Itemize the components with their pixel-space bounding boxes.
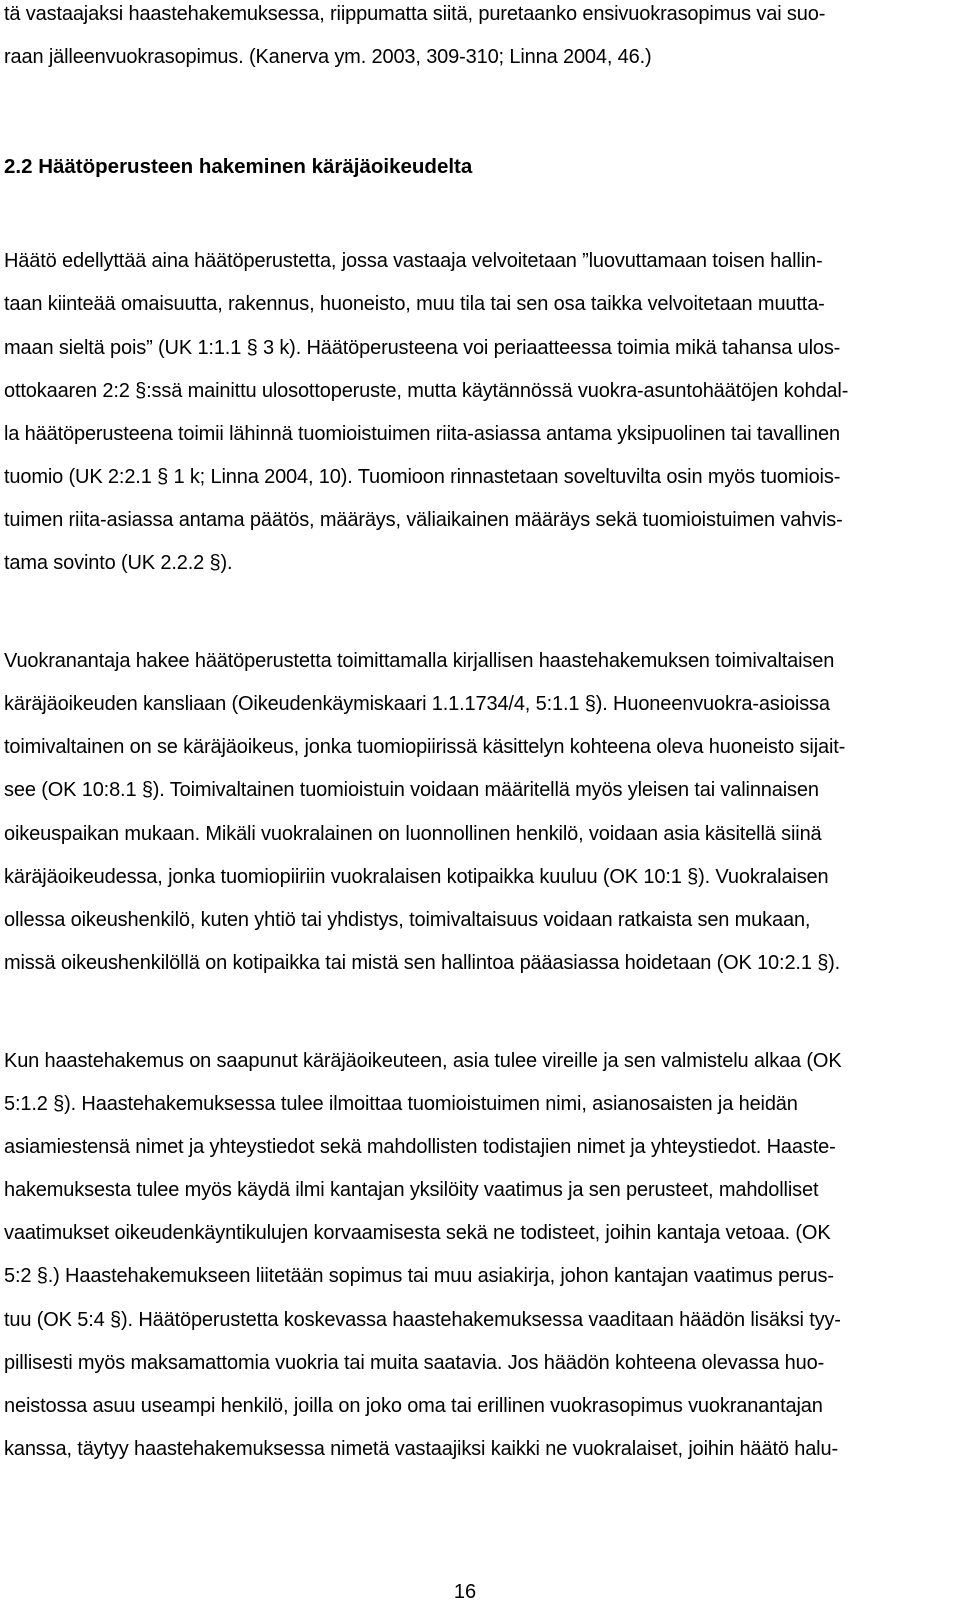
- text-line: käräjäoikeudessa, jonka tuomiopiiriin vuokralaisen kotipaikka kuuluu (OK 10:1 §). Vuokralaisen: [4, 866, 829, 888]
- text-line: ottokaaren 2:2 §:ssä mainittu ulosottoperuste, mutta käytännössä vuokra-asuntohäätöjen kohdal-: [4, 380, 849, 402]
- text-line: see (OK 10:8.1 §). Toimivaltainen tuomioistuin voidaan määritellä myös yleisen tai valinnaisen: [4, 779, 819, 801]
- text-line: maan sieltä pois” (UK 1:1.1 § 3 k). Häätöperusteena voi periaatteessa toimia mikä tahansa ulos-: [4, 337, 841, 359]
- text-line: raan jälleenvuokrasopimus. (Kanerva ym. 2003, 309-310; Linna 2004, 46.): [4, 46, 652, 68]
- text-line: vaatimukset oikeudenkäyntikulujen korvaamisesta sekä ne todisteet, joihin kantaja vetoaa. (OK: [4, 1222, 831, 1244]
- text-line: käräjäoikeuden kansliaan (Oikeudenkäymiskaari 1.1.1734/4, 5:1.1 §). Huoneenvuokra-asioissa: [4, 693, 830, 715]
- text-line: Vuokranantaja hakee häätöperustetta toimittamalla kirjallisen haastehakemuksen toimivaltaisen: [4, 650, 835, 672]
- text-line: missä oikeushenkilöllä on kotipaikka tai mistä sen hallintoa pääasiassa hoidetaan (OK 10:2.1 §).: [4, 952, 841, 974]
- text-line: ollessa oikeushenkilö, kuten yhtiö tai yhdistys, toimivaltaisuus voidaan ratkaista sen mukaan,: [4, 909, 811, 931]
- text-line: tuimen riita-asiassa antama päätös, määräys, väliaikainen määräys sekä tuomioistuimen vahvis-: [4, 509, 843, 531]
- text-line: Kun haastehakemus on saapunut käräjäoikeuteen, asia tulee vireille ja sen valmistelu alkaa (OK: [4, 1050, 842, 1072]
- page-number: 16: [453, 1581, 477, 1603]
- text-line: tuomio (UK 2:2.1 § 1 k; Linna 2004, 10). Tuomioon rinnastetaan soveltuvilta osin myös tuomiois-: [4, 466, 841, 488]
- text-line: tama sovinto (UK 2.2.2 §).: [4, 552, 233, 574]
- text-line: tä vastaajaksi haastehakemuksessa, riippumatta siitä, puretaanko ensivuokrasopimus vai suo-: [4, 3, 826, 25]
- section-heading: 2.2 Häätöperusteen hakeminen käräjäoikeudelta: [4, 155, 473, 178]
- text-line: oikeuspaikan mukaan. Mikäli vuokralainen on luonnollinen henkilö, voidaan asia käsitellä siinä: [4, 823, 822, 845]
- text-line: tuu (OK 5:4 §). Häätöperustetta koskevassa haastehakemuksessa vaaditaan häädön lisäksi tyy-: [4, 1309, 841, 1331]
- text-line: kanssa, täytyy haastehakemuksessa nimetä vastaajiksi kaikki ne vuokralaiset, joihin häätö halu-: [4, 1438, 838, 1460]
- text-line: toimivaltainen on se käräjäoikeus, jonka tuomiopiirissä käsittelyn kohteena oleva huoneisto sijait-: [4, 736, 846, 758]
- text-line: neistossa asuu useampi henkilö, joilla on joko oma tai erillinen vuokrasopimus vuokranantajan: [4, 1395, 823, 1417]
- text-line: taan kiinteää omaisuutta, rakennus, huoneisto, muu tila tai sen osa taikka velvoitetaan muutta-: [4, 293, 825, 315]
- text-line: Häätö edellyttää aina häätöperustetta, jossa vastaaja velvoitetaan ”luovuttamaan toisen hallin-: [4, 250, 823, 272]
- text-line: pillisesti myös maksamattomia vuokria tai muita saatavia. Jos häädön kohteena olevassa huo-: [4, 1352, 825, 1374]
- text-line: asiamiestensä nimet ja yhteystiedot sekä mahdollisten todistajien nimet ja yhteystiedot. Haaste-: [4, 1136, 836, 1158]
- text-line: 5:1.2 §). Haastehakemuksessa tulee ilmoittaa tuomioistuimen nimi, asianosaisten ja heidän: [4, 1093, 798, 1115]
- text-line: 5:2 §.) Haastehakemukseen liitetään sopimus tai muu asiakirja, johon kantajan vaatimus perus-: [4, 1265, 834, 1287]
- text-line: hakemuksesta tulee myös käydä ilmi kantajan yksilöity vaatimus ja sen perusteet, mahdolliset: [4, 1179, 819, 1201]
- text-line: la häätöperusteena toimii lähinnä tuomioistuimen riita-asiassa antama yksipuolinen tai tavallinen: [4, 423, 840, 445]
